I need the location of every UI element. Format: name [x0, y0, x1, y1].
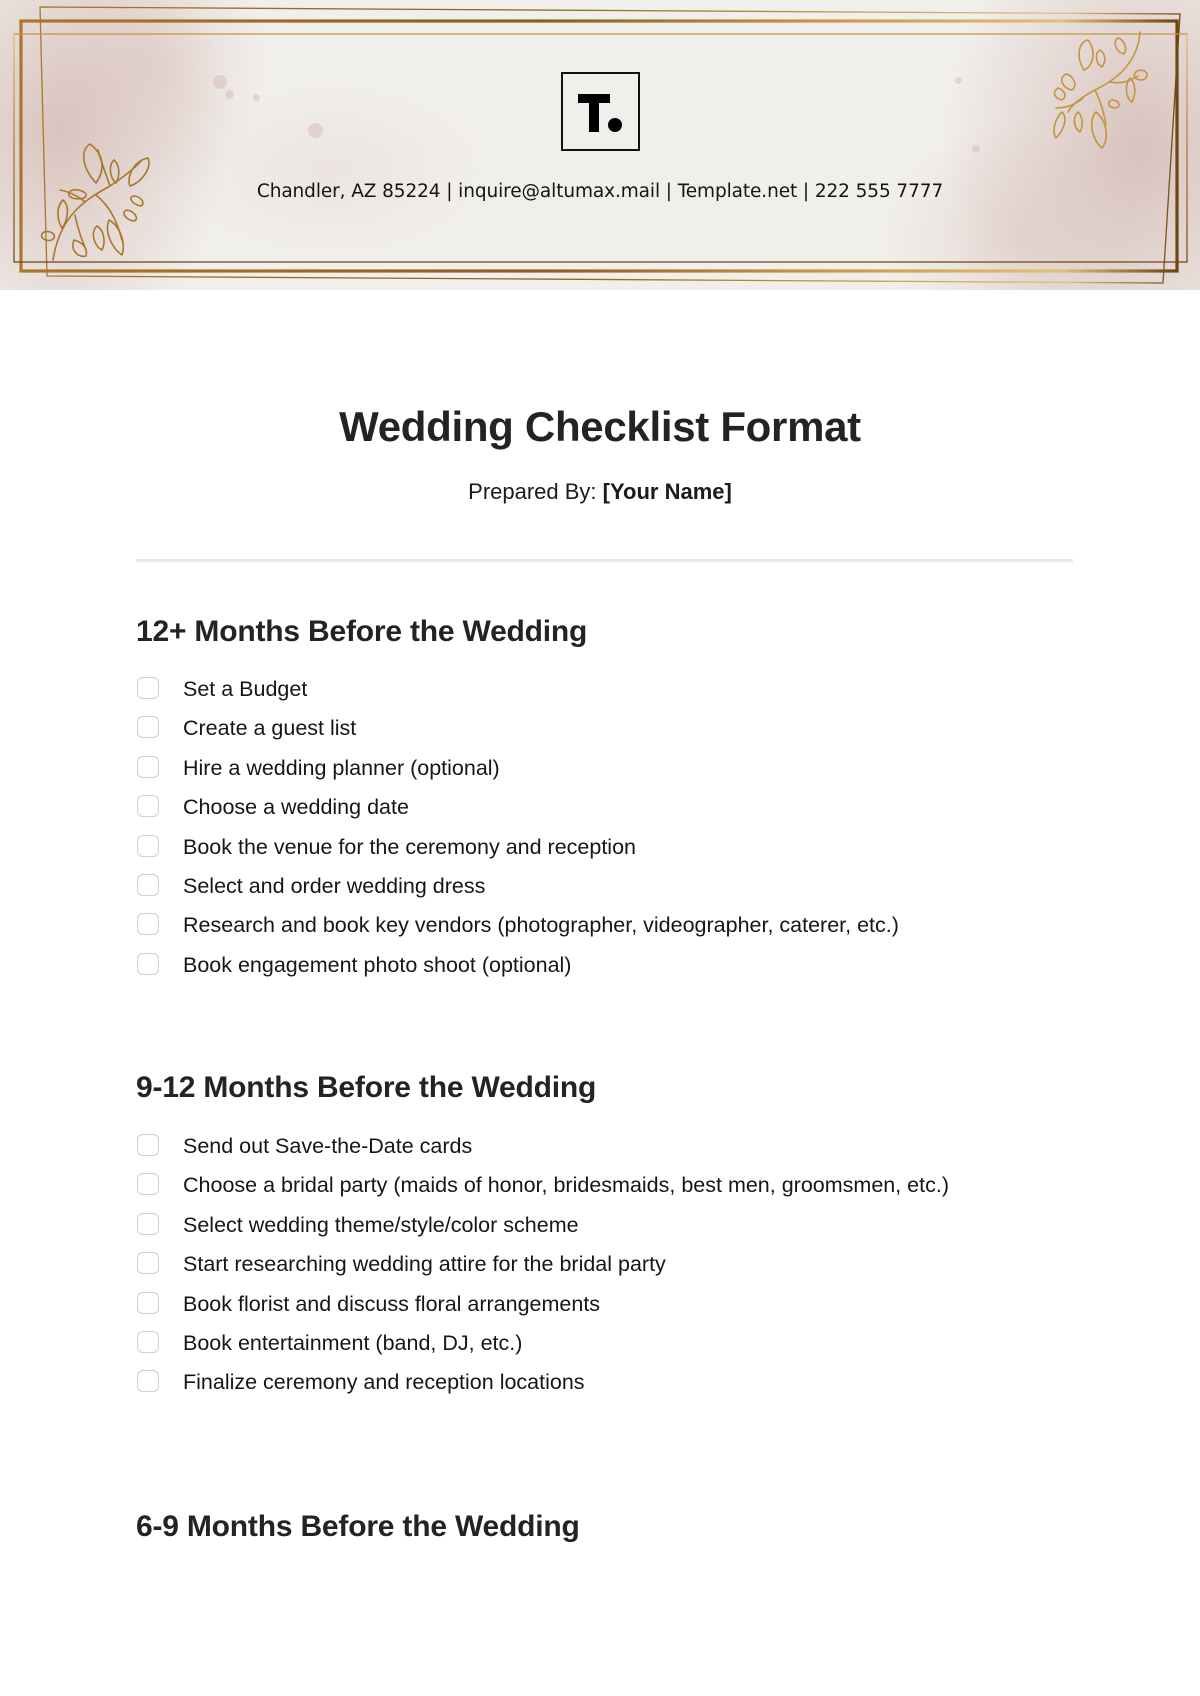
checkbox[interactable] — [137, 1331, 159, 1353]
floral-sprig-right — [1054, 32, 1147, 148]
item-label: Research and book key vendors (photographer, videographer, caterer, etc.) — [183, 913, 899, 938]
item-label: Book the venue for the ceremony and reception — [183, 834, 636, 859]
checklist-item[interactable] — [136, 834, 636, 874]
section-12-plus-months — [136, 614, 1073, 977]
prepared-by — [0, 479, 1200, 505]
checklist-item[interactable] — [136, 1291, 601, 1331]
checkbox[interactable] — [137, 756, 159, 778]
section-heading: 9-12 Months Before the Wedding — [136, 1071, 597, 1104]
checklist-item[interactable] — [136, 1212, 579, 1252]
checklist — [136, 1134, 949, 1410]
item-label: Hire a wedding planner (optional) — [183, 755, 500, 780]
section-heading: 6-9 Months Before the Wedding — [136, 1510, 580, 1543]
checklist-item[interactable] — [136, 677, 308, 716]
checklist-item[interactable] — [136, 795, 409, 834]
company-logo — [561, 72, 640, 151]
item-label: Choose a wedding date — [183, 795, 409, 820]
floral-sprig-left — [42, 144, 149, 260]
checkbox[interactable] — [137, 1370, 159, 1392]
item-label: Set a Budget — [183, 677, 308, 701]
section-9-12-months — [136, 1070, 1073, 1395]
section-divider — [136, 559, 1073, 562]
item-label: Book engagement photo shoot (optional) — [183, 952, 572, 977]
checkbox[interactable] — [137, 1213, 159, 1235]
checklist-item[interactable] — [136, 755, 500, 795]
checklist — [136, 677, 899, 992]
document-title: Wedding Checklist Format — [339, 403, 861, 450]
item-label: Book florist and discuss floral arrangements — [183, 1291, 601, 1316]
checklist-item[interactable] — [136, 873, 486, 913]
item-label: Choose a bridal party (maids of honor, bridesmaids, best men, groomsmen, etc.) — [183, 1173, 949, 1198]
checklist-item[interactable] — [136, 1134, 473, 1173]
item-label: Book entertainment (band, DJ, etc.) — [183, 1330, 523, 1355]
checkbox[interactable] — [137, 953, 159, 975]
checkbox[interactable] — [137, 716, 159, 738]
checklist-item[interactable] — [136, 1252, 666, 1291]
prepared-by-name: [Your Name] — [602, 479, 732, 504]
item-label: Create a guest list — [183, 716, 357, 741]
checklist-item[interactable] — [136, 913, 899, 952]
checklist-item[interactable] — [136, 1173, 949, 1212]
item-label: Send out Save-the-Date cards — [183, 1134, 473, 1158]
checkbox[interactable] — [137, 1173, 159, 1195]
item-label: Finalize ceremony and reception locations — [183, 1370, 585, 1395]
item-label: Select wedding theme/style/color scheme — [183, 1212, 579, 1237]
letterhead-banner — [0, 0, 1200, 290]
item-label: Start researching wedding attire for the bridal party — [183, 1252, 666, 1277]
logo-dot — [608, 118, 622, 132]
contact-info: Chandler, AZ 85224 | inquire@altumax.mail | Template.net | 222 555 7777 — [256, 181, 944, 202]
checklist-item[interactable] — [136, 716, 357, 755]
checkbox[interactable] — [137, 677, 159, 699]
checkbox[interactable] — [137, 874, 159, 896]
checkbox[interactable] — [137, 795, 159, 817]
checkbox[interactable] — [137, 1134, 159, 1156]
item-label: Select and order wedding dress — [183, 873, 486, 898]
checkbox[interactable] — [137, 913, 159, 935]
section-heading: 12+ Months Before the Wedding — [136, 615, 588, 648]
checklist-item[interactable] — [136, 1370, 585, 1409]
checklist-item[interactable] — [136, 1330, 523, 1370]
checkbox[interactable] — [137, 1292, 159, 1314]
checklist-item[interactable] — [136, 952, 572, 992]
prepared-by-label: Prepared By: — [468, 479, 597, 504]
checkbox[interactable] — [137, 1252, 159, 1274]
checkbox[interactable] — [137, 835, 159, 857]
logo-t-stem — [589, 94, 599, 132]
section-6-9-months — [136, 1509, 1073, 1545]
